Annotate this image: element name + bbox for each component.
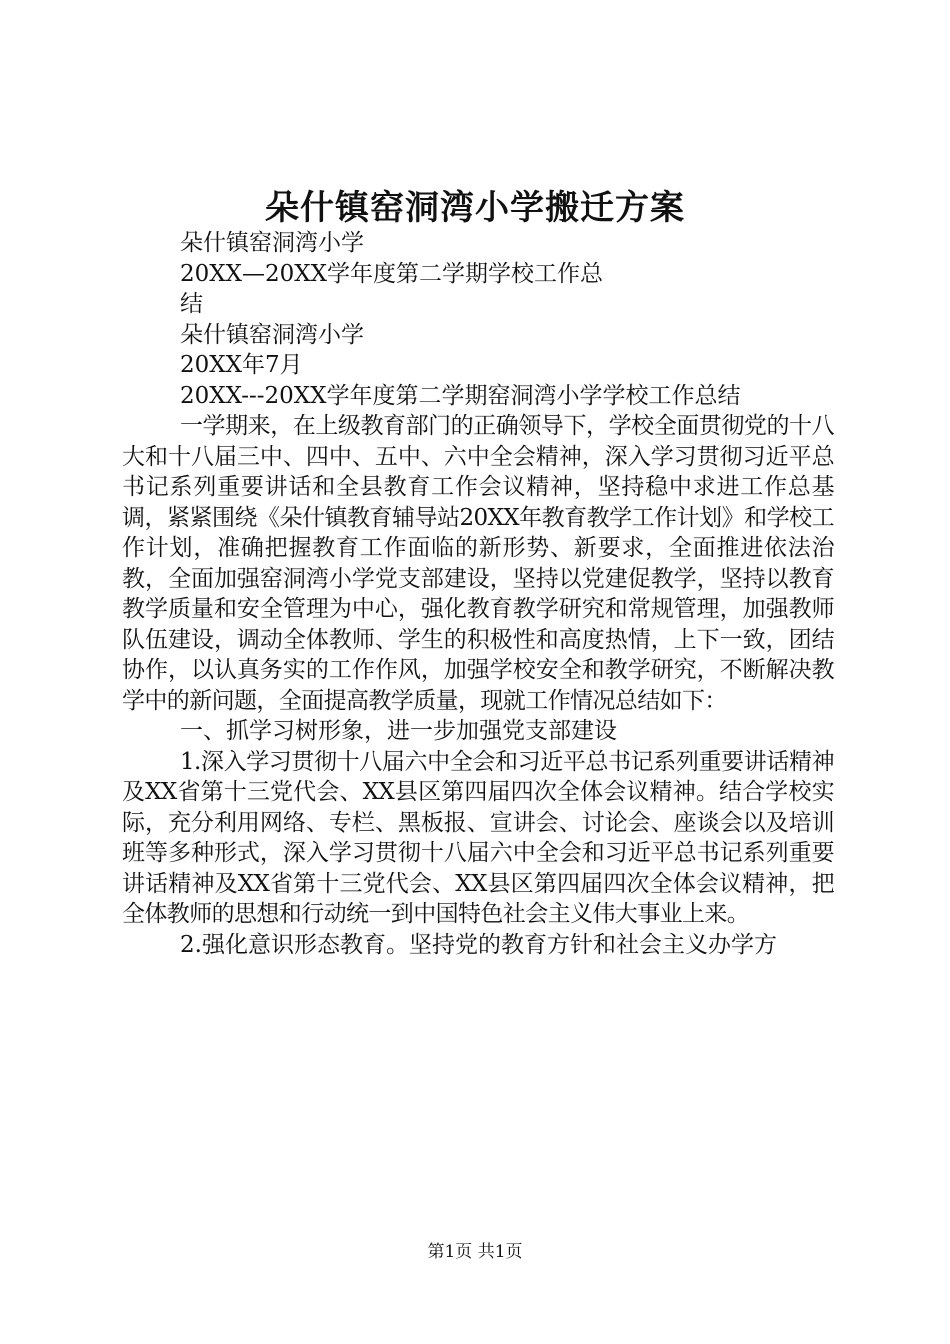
header-line-school: 朵什镇窑洞湾小学 bbox=[180, 230, 364, 256]
paragraph-intro: 一学期来，在上级教育部门的正确领导下，学校全面贯彻党的十八大和十八届三中、四中、五中、六中全会精神，深入学习贯彻习近平总书记系列重要讲话和全县教育工作会议精神，坚持稳中求进工作总基调，紧紧围绕《朵什镇教育辅导站20XX年教育教学工作计划》和学校工作计划，准确把握教育工作面临的新形势、新要求，全面推进依法治教，全面加强窑洞湾小学党支部建设，坚持以党建促教学，坚持以教育教学质量和安全管理为中心，强化教育教学研究和常规管理，加强教师队伍建设，调动全体教师、学生的积极性和高度热情，上下一致，团结协作，以认真务实的工作作风，加强学校安全和教学研究，不断解决教学中的新问题，全面提高教学质量，现就工作情况总结如下： bbox=[122, 413, 834, 714]
header-line-school-2: 朵什镇窑洞湾小学 bbox=[180, 321, 364, 348]
page-footer: 第1页 共1页 bbox=[427, 1242, 523, 1262]
header-line-term-cont: 结 bbox=[180, 291, 203, 317]
section-heading-1: 一、抓学习树形象，进一步加强党支部建设 bbox=[180, 718, 617, 744]
paragraph-item-1: 1.深入学习贯彻十八届六中全会和习近平总书记系列重要讲话精神及XX省第十三党代会、XX县区第四届四次全体会议精神。结合学校实际，充分利用网络、专栏、黑板报、宣讲会、讨论会、座谈会以及培训班等多种形式，深入学习贯彻十八届六中全会和习近平总书记系列重要讲话精神及XX省第十三党代会、XX县区第四届四次全体会议精神，把全体教师的思想和行动统一到中国特色社会主义伟大事业上来。 bbox=[122, 748, 834, 927]
header-line-subtitle: 20XX---20XX学年度第二学期窑洞湾小学学校工作总结 bbox=[180, 382, 741, 409]
header-line-date: 20XX年7月 bbox=[180, 352, 303, 378]
paragraph-item-2: 2.强化意识形态教育。坚持党的教育方针和社会主义办学方 bbox=[180, 931, 777, 958]
document-title: 朵什镇窑洞湾小学搬迁方案 bbox=[265, 188, 685, 228]
document-body bbox=[122, 228, 834, 960]
header-line-term: 20XX—20XX学年度第二学期学校工作总 bbox=[180, 260, 604, 287]
